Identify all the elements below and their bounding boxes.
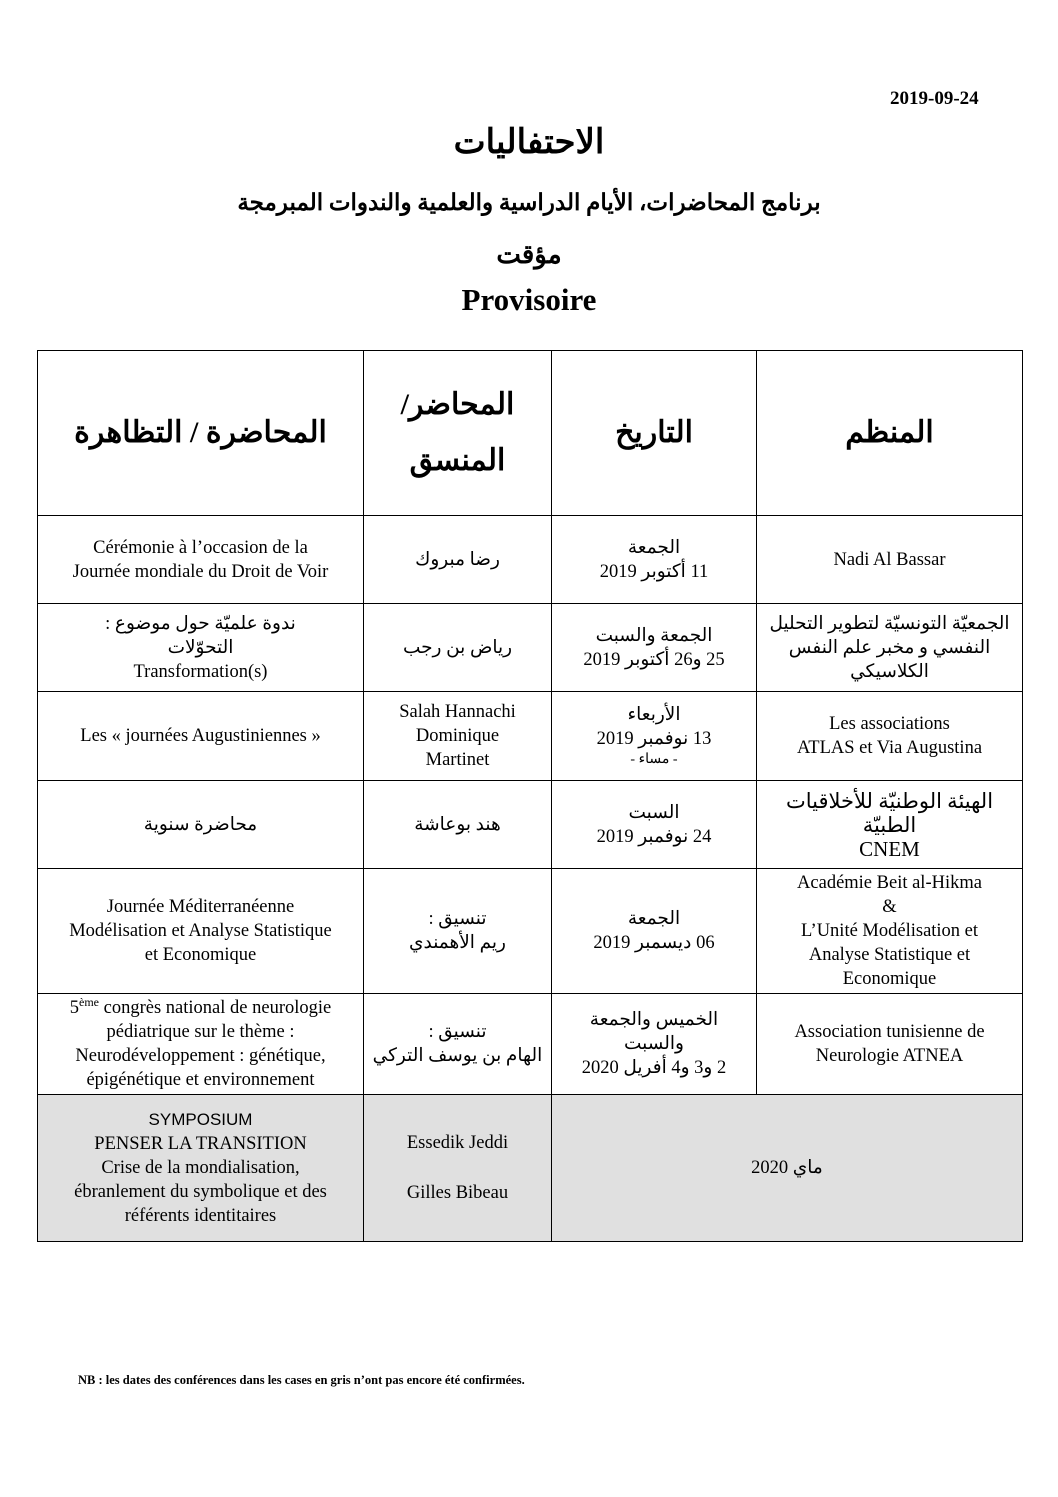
table-row: [38, 692, 1023, 781]
table-row: [38, 781, 1023, 869]
table-row: [38, 516, 1023, 604]
footnote: NB : les dates des conférences dans les cases en gris n’ont pas encore été confirmées.: [78, 1373, 525, 1387]
page-subtitle: برنامج المحاضرات، الأيام الدراسية والعلمية والندوات المبرمجة: [237, 190, 821, 215]
program-table: [37, 350, 1023, 1242]
cell-organizer: Académie Beit al-Hikma & L’Unité Modélisation et Analyse Statistique et Economique: [757, 869, 1023, 994]
cell-date: الجمعة والسبت 25 و26 أكتوبر 2019: [552, 604, 757, 692]
cell-organizer: Nadi Al Bassar: [757, 516, 1023, 604]
cell-organizer: الجمعيّة التونسيّة لتطوير التحليل النفسي و مخبر علم النفس الكلاسيكي: [757, 604, 1023, 692]
cell-talk: 5ème congrès national de neurologie pédiatrique sur le thème : Neurodéveloppement : génétique, épigénétique et environnement: [38, 994, 364, 1095]
cell-date: الأربعاء 13 نوفمبر 2019 - مساء -: [552, 692, 757, 781]
cell-speaker: هند بوعاشة: [364, 781, 552, 869]
cell-talk: Journée Méditerranéenne Modélisation et Analyse Statistique et Economique: [38, 869, 364, 994]
header-organizer: المنظم: [757, 351, 1023, 516]
cell-speaker: Salah Hannachi Dominique Martinet: [364, 692, 552, 781]
cell-date: السبت 24 نوفمبر 2019: [552, 781, 757, 869]
cell-organizer: Les associations ATLAS et Via Augustina: [757, 692, 1023, 781]
cell-speaker: Essedik Jeddi Gilles Bibeau: [364, 1095, 552, 1242]
cell-talk: Cérémonie à l’occasion de la Journée mondiale du Droit de Voir: [38, 516, 364, 604]
cell-talk: ندوة علميّة حول موضوع : التحوّلات Transformation(s): [38, 604, 364, 692]
page-title: الاحتفاليات: [453, 124, 605, 161]
table-row: [38, 869, 1023, 994]
header-speaker: المحاضر/ المنسق: [364, 351, 552, 516]
temporary-label-fr: Provisoire: [461, 282, 597, 317]
cell-date: الجمعة 11 أكتوبر 2019: [552, 516, 757, 604]
cell-speaker: تنسيق : الهام بن يوسف التركي: [364, 994, 552, 1095]
temporary-label-ar: مؤقت: [496, 240, 562, 269]
cell-talk: Les « journées Augustiniennes »: [38, 692, 364, 781]
cell-organizer: Association tunisienne de Neurologie ATNEA: [757, 994, 1023, 1095]
document-date: 2019-09-24: [890, 88, 979, 109]
cell-talk: محاضرة سنوية: [38, 781, 364, 869]
header-date: التاريخ: [552, 351, 757, 516]
header-talk: المحاضرة / التظاهرة: [38, 351, 364, 516]
cell-date: ماي 2020: [552, 1095, 1023, 1242]
table-row-unconfirmed: [38, 1095, 1023, 1242]
cell-speaker: رياض بن رجب: [364, 604, 552, 692]
cell-speaker: تنسيق : ريم الأهمندي: [364, 869, 552, 994]
table-row: [38, 604, 1023, 692]
cell-organizer: الهيئة الوطنيّة للأخلاقيات الطبيّة CNEM: [757, 781, 1023, 869]
cell-date: الجمعة 06 ديسمبر 2019: [552, 869, 757, 994]
cell-talk: SYMPOSIUM PENSER LA TRANSITION Crise de la mondialisation, ébranlement du symbolique et des référents identitaires: [38, 1095, 364, 1242]
cell-date: الخميس والجمعة والسبت 2 و3 و4 أفريل 2020: [552, 994, 757, 1095]
cell-speaker: رضا مبروك: [364, 516, 552, 604]
table-header-row: [38, 351, 1023, 516]
table-row: [38, 994, 1023, 1095]
